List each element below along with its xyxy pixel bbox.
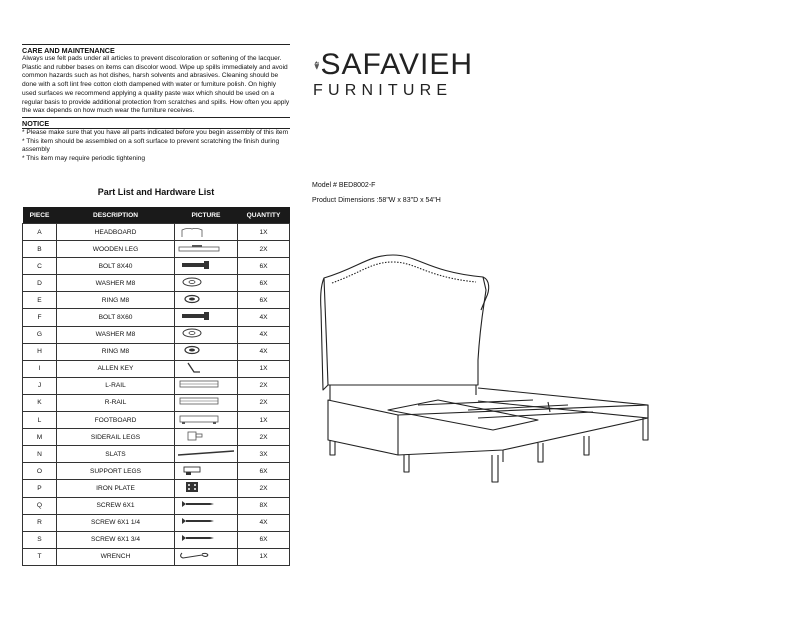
wrench-icon [178,550,234,561]
notice-item: * Please make sure that you have all parts indicated before you begin assembly of this item [22,128,289,136]
column-header-description: DESCRIPTION [57,207,175,224]
notice-title: NOTICE [22,118,50,128]
piece-cell: C [23,258,57,275]
quantity-cell: 6X [238,292,290,309]
table-row [23,463,290,480]
piece-cell: B [23,241,57,258]
care-text: Always use felt pads under all articles to prevent discoloration or softening of the lacquer. Plastic and rubber bases on items can discolor wood. Wipe up spills immediately and avoid common hazards such as hot dishes, harsh solvents and abrasives. Cleaning should be done with a soft lint free cotton cloth dampened with water or furniture polish. On highly used surfaces we recommend applying a quality paste wax which should be used on a regular basis to provide additional protection from scratches and spills. How often you apply the wax depends on how much wear the furniture receives. [22,55,290,115]
quantity-cell: 6X [238,258,290,275]
description-cell: L-RAIL [57,377,175,394]
picture-cell [175,480,238,497]
piece-cell: J [23,377,57,394]
quantity-cell: 4X [238,309,290,326]
slat-icon [178,448,234,459]
quantity-cell: 8X [238,497,290,514]
description-cell: SIDERAIL LEGS [57,429,175,446]
piece-cell: D [23,275,57,292]
washer-icon [178,277,234,288]
description-cell: WASHER M8 [57,326,175,343]
table-row [23,275,290,292]
picture-cell [175,309,238,326]
description-cell: BOLT 8X60 [57,309,175,326]
ring-icon [178,294,234,305]
table-row [23,446,290,463]
picture-cell [175,224,238,241]
description-cell: SUPPORT LEGS [57,463,175,480]
quantity-cell: 6X [238,463,290,480]
table-row [23,326,290,343]
picture-cell [175,394,238,411]
pineapple-logo-icon [313,52,321,78]
piece-cell: F [23,309,57,326]
screw-icon [178,516,234,527]
parts-list-title: Part List and Hardware List [97,187,215,197]
piece-cell: R [23,514,57,531]
table-row [23,258,290,275]
picture-cell [175,463,238,480]
table-header-row [23,207,290,224]
table-row [23,429,290,446]
picture-cell [175,275,238,292]
description-cell: WRENCH [57,548,175,565]
notice-item: * This item should be assembled on a soft surface to prevent scratching the finish during assembly [22,137,280,154]
table-row [23,480,290,497]
quantity-cell: 1X [238,224,290,241]
description-cell: WOODEN LEG [57,241,175,258]
description-cell: RING M8 [57,343,175,360]
quantity-cell: 4X [238,343,290,360]
description-cell: ALLEN KEY [57,360,175,377]
piece-cell: M [23,429,57,446]
piece-cell: T [23,548,57,565]
care-title: CARE AND MAINTENANCE [22,46,115,55]
siderail-leg-icon [178,431,234,442]
description-cell: SCREW 6X1 1/4 [57,514,175,531]
piece-cell: Q [23,497,57,514]
divider [22,117,290,118]
piece-cell: H [23,343,57,360]
table-row [23,394,290,411]
picture-cell [175,377,238,394]
rail-icon [178,379,234,390]
quantity-cell: 2X [238,394,290,411]
piece-cell: L [23,412,57,429]
quantity-cell: 6X [238,531,290,548]
headboard-icon [178,226,234,237]
quantity-cell: 1X [238,548,290,565]
notice-item: * This item may require periodic tightening [22,155,146,163]
piece-cell: I [23,360,57,377]
divider [22,44,290,45]
picture-cell [175,531,238,548]
bolt-icon [178,311,234,322]
piece-cell: N [23,446,57,463]
quantity-cell: 4X [238,326,290,343]
iron-plate-icon [178,482,234,493]
quantity-cell: 2X [238,429,290,446]
screw-icon [178,499,234,510]
piece-cell: P [23,480,57,497]
bolt-icon [178,260,234,271]
allen-key-icon [178,362,234,373]
quantity-cell: 2X [238,480,290,497]
table-row [23,548,290,565]
care-notice-section [22,44,290,164]
quantity-cell: 2X [238,241,290,258]
product-dimensions: Product Dimensions :58"W x 83"D x 54"H [312,197,441,204]
table-row [23,343,290,360]
picture-cell [175,360,238,377]
table-row [23,241,290,258]
quantity-cell: 1X [238,412,290,429]
picture-cell [175,446,238,463]
model-number: Model # BED8002-F [312,182,376,189]
description-cell: BOLT 8X40 [57,258,175,275]
description-cell: SCREW 6X1 [57,497,175,514]
table-row [23,309,290,326]
description-cell: SCREW 6X1 3/4 [57,531,175,548]
table-row [23,360,290,377]
support-leg-icon [178,465,234,476]
piece-cell: O [23,463,57,480]
quantity-cell: 6X [238,275,290,292]
picture-cell [175,429,238,446]
picture-cell [175,258,238,275]
parts-table [22,207,290,566]
brand-subtitle: FURNITURE [313,82,453,99]
description-cell: WASHER M8 [57,275,175,292]
picture-cell [175,548,238,565]
table-row [23,224,290,241]
piece-cell: S [23,531,57,548]
safavieh-logo [313,50,473,100]
table-row [23,497,290,514]
picture-cell [175,326,238,343]
bed-illustration [318,250,658,500]
description-cell: HEADBOARD [57,224,175,241]
picture-cell [175,497,238,514]
picture-cell [175,292,238,309]
wooden-leg-icon [178,243,234,254]
description-cell: IRON PLATE [57,480,175,497]
description-cell: FOOTBOARD [57,412,175,429]
quantity-cell: 1X [238,360,290,377]
column-header-quantity: QUANTITY [238,207,290,224]
rail-icon [178,396,234,407]
footboard-icon [178,414,234,425]
column-header-picture: PICTURE [175,207,238,224]
piece-cell: K [23,394,57,411]
table-row [23,514,290,531]
description-cell: R-RAIL [57,394,175,411]
picture-cell [175,412,238,429]
screw-icon [178,533,234,544]
washer-icon [178,328,234,339]
description-cell: RING M8 [57,292,175,309]
table-row [23,531,290,548]
quantity-cell: 3X [238,446,290,463]
quantity-cell: 2X [238,377,290,394]
piece-cell: G [23,326,57,343]
picture-cell [175,514,238,531]
quantity-cell: 4X [238,514,290,531]
table-row [23,292,290,309]
piece-cell: E [23,292,57,309]
table-row [23,377,290,394]
picture-cell [175,241,238,258]
column-header-piece: PIECE [23,207,57,224]
description-cell: SLATS [57,446,175,463]
picture-cell [175,343,238,360]
ring-icon [178,345,234,356]
brand-name: SAFAVIEH [320,48,473,81]
piece-cell: A [23,224,57,241]
table-row [23,412,290,429]
